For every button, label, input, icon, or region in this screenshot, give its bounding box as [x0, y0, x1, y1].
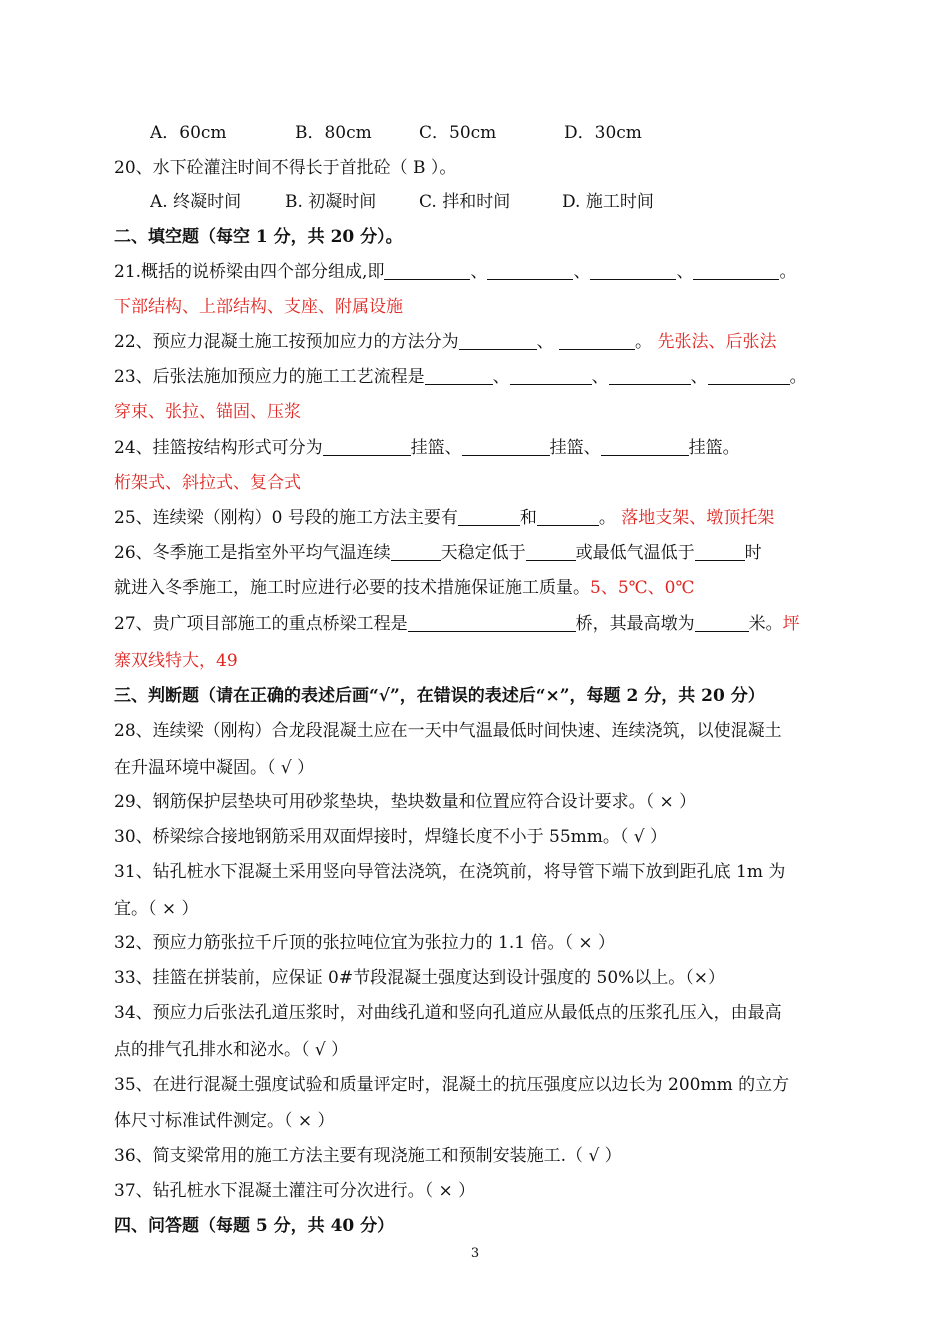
q32-question: 32、预应力筋张拉千斤顶的张拉吨位宜为张拉力的 1.1 倍。（ × ） [114, 933, 616, 953]
question-text: 挂篮、 [549, 438, 601, 458]
q30-question: 30、桥梁综合接地钢筋采用双面焊接时，焊缝长度不小于 55mm。（ √ ） [114, 827, 668, 847]
q21-answer: 下部结构、上部结构、支座、附属设施 [114, 297, 403, 317]
q34-question: 34、预应力后张法孔道压浆时，对曲线孔道和竖向孔道应从最低点的压浆孔压入，由最高 [114, 1003, 782, 1023]
separator: 、 [470, 262, 488, 282]
question-text: 和 [519, 508, 537, 528]
answer-blank [537, 507, 599, 526]
q25-answer: 落地支架、墩顶托架 [621, 508, 775, 528]
section-heading: 四、问答题（每题 5 分，共 40 分） [114, 1216, 395, 1236]
option: B. 初凝时间 [285, 192, 377, 212]
section-heading: 二、填空题（每空 1 分，共 20 分）。 [114, 227, 403, 247]
question-text: 就进入冬季施工，施工时应进行必要的技术措施保证施工质量。 [114, 578, 590, 598]
answer-blank [384, 261, 470, 280]
separator: 、 [536, 332, 554, 352]
q29-question: 29、钢筋保护层垫块可用砂浆垫块，垫块数量和位置应符合设计要求。（ × ） [114, 792, 697, 812]
answer-blank [695, 613, 749, 632]
separator: 、 [492, 367, 510, 387]
answer-blank [590, 261, 676, 280]
q36-question: 36、简支梁常用的施工方法主要有现浇施工和预制安装施工.（ √ ） [114, 1146, 622, 1166]
q35-question: 35、在进行混凝土强度试验和质量评定时，混凝土的抗压强度应以边长为 200mm 的立方 [114, 1075, 790, 1095]
answer-blank [601, 437, 689, 456]
option: A. 终凝时间 [150, 192, 242, 212]
q26-answer: 5、5℃、0℃ [590, 578, 695, 598]
q31-question: 31、钻孔桩水下混凝土采用竖向导管法浇筑，在浇筑前，将导管下端下放到距孔底 1m 为 [114, 862, 786, 882]
q35-question-line2: 体尺寸标准试件测定。（ × ） [114, 1111, 335, 1131]
q37-question: 37、钻孔桩水下混凝土灌注可分次进行。（ × ） [114, 1181, 476, 1201]
answer-blank [408, 613, 576, 632]
q28-question: 28、连续梁（刚构）合龙段混凝土应在一天中气温最低时间快速、连续浇筑，以使混凝土 [114, 721, 782, 741]
q34-question-line2: 点的排气孔排水和泌水。（ √ ） [114, 1040, 349, 1060]
q20-options [150, 187, 876, 217]
answer-blank [487, 261, 573, 280]
question-text: 27、贵广项目部施工的重点桥梁工程是 [114, 614, 408, 634]
separator: 。 [635, 332, 653, 352]
section-heading: 三、判断题（请在正确的表述后画“√”，在错误的表述后“×”，每题 2 分，共 20 分） [114, 686, 765, 706]
question-text: 米。 [748, 614, 783, 634]
answer-blank [510, 366, 592, 385]
answer-blank [559, 331, 635, 350]
separator: 、 [676, 262, 694, 282]
q27-question [114, 609, 840, 639]
answer-blank [391, 542, 441, 561]
question-text: 23、后张法施加预应力的施工工艺流程是 [114, 367, 425, 387]
answer-blank [695, 542, 745, 561]
separator: 、 [690, 367, 708, 387]
question-text: 挂篮、 [410, 438, 462, 458]
q21-question [114, 257, 840, 287]
option: C. 拌和时间 [419, 192, 511, 212]
question-text: 22、预应力混凝土施工按预加应力的方法分为 [114, 332, 459, 352]
q22-question [114, 327, 840, 357]
q24-question [114, 433, 840, 463]
separator: 。 [789, 367, 807, 387]
option: C．50cm [419, 123, 497, 143]
separator: 。 [779, 262, 797, 282]
answer-blank [462, 437, 550, 456]
answer-blank [609, 366, 691, 385]
q26-question-line2 [114, 573, 840, 603]
q24-answer: 桁架式、斜拉式、复合式 [114, 473, 301, 493]
q23-answer: 穿束、张拉、锚固、压浆 [114, 402, 301, 422]
answer-blank [458, 507, 520, 526]
question-text: 挂篮。 [688, 438, 740, 458]
q25-question [114, 503, 840, 533]
separator: 、 [591, 367, 609, 387]
question-text: 或最低气温低于 [575, 543, 695, 563]
option: D．30cm [564, 123, 642, 143]
q19-options [150, 118, 876, 148]
q27-answer-start: 坪 [782, 614, 800, 634]
question-text: 25、连续梁（刚构）0 号段的施工方法主要有 [114, 508, 458, 528]
option: B．80cm [295, 123, 372, 143]
page-number: 3 [470, 1246, 480, 1261]
question-text: 天稳定低于 [440, 543, 526, 563]
question-text: 21.概括的说桥梁由四个部分组成,即 [114, 262, 385, 282]
answer-blank [425, 366, 493, 385]
separator: 。 [598, 508, 616, 528]
separator: 、 [573, 262, 591, 282]
answer-blank [526, 542, 576, 561]
question-text: 26、冬季施工是指室外平均气温连续 [114, 543, 391, 563]
q31-question-line2: 宜。（ × ） [114, 899, 199, 919]
question-text: 24、挂篮按结构形式可分为 [114, 438, 323, 458]
answer-blank [708, 366, 790, 385]
q27-answer: 寨双线特大，49 [114, 651, 238, 671]
question-text: 时 [744, 543, 762, 563]
q28-question-line2: 在升温环境中凝固。（ √ ） [114, 758, 315, 778]
q26-question [114, 538, 840, 568]
answer-blank [323, 437, 411, 456]
answer-blank [693, 261, 779, 280]
option: D. 施工时间 [562, 192, 654, 212]
option: A．60cm [150, 123, 227, 143]
q33-question: 33、挂篮在拼装前，应保证 0#节段混凝土强度达到设计强度的 50%以上。（×） [114, 968, 726, 988]
question-text: 桥，其最高墩为 [575, 614, 695, 634]
answer-blank [459, 331, 537, 350]
q23-question [114, 362, 840, 392]
q20-question: 20、水下砼灌注时间不得长于首批砼（ B ）。 [114, 158, 457, 178]
q22-answer: 先张法、后张法 [657, 332, 777, 352]
